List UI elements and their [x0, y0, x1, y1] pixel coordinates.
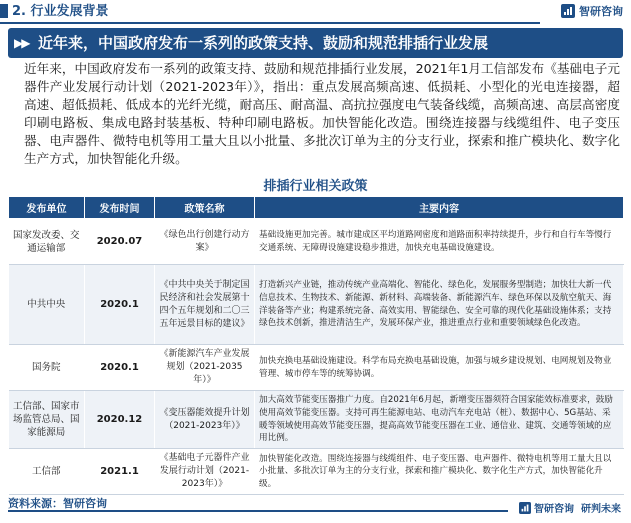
cell-time: 2021.1	[85, 449, 155, 495]
footer-brand-name: 智研咨询	[534, 504, 574, 515]
footer-brand	[519, 500, 621, 515]
brand-name: 智研咨询	[579, 5, 623, 18]
policy-table	[8, 196, 624, 495]
cell-policy-name: 《绿色出行创建行动方案》	[155, 219, 255, 265]
cell-policy-name: 《新能源汽车产业发展规划（2021-2035年）》	[155, 345, 255, 391]
cell-time: 2020.12	[85, 391, 155, 449]
cell-unit: 工信部	[9, 449, 85, 495]
cell-content: 加快智能化改造。围绕连接器与线缆组件、电子变压器、电声器件、微特电机等用工量大且以小批量、多批次订单为主的分支行业，探索和推广模块化、数字化生产方式，加快智能化升级。	[255, 449, 624, 495]
footer-logo-icon	[519, 502, 531, 514]
header-content: 主要内容	[255, 197, 624, 219]
table-row	[9, 345, 624, 391]
cell-policy-name: 《中共中央关于制定国民经济和社会发展第十四个五年规划和二〇三五年远景目标的建议》	[155, 265, 255, 345]
header-time: 发布时间	[85, 197, 155, 219]
table-row	[9, 391, 624, 449]
header-divider	[0, 22, 540, 24]
table-row	[9, 449, 624, 495]
header-policy-name: 政策名称	[155, 197, 255, 219]
brand	[561, 3, 623, 19]
cell-content: 加快充换电基础设施建设。科学布局充换电基础设施，加强与城乡建设规划、电网规划及物业管理、城市停车等的统筹协调。	[255, 345, 624, 391]
brand-logo-icon	[561, 4, 575, 18]
source-note: 资料来源：智研咨询	[8, 497, 107, 510]
cell-unit: 国家发改委、交通运输部	[9, 219, 85, 265]
table-header-row	[9, 197, 624, 219]
table-title: 排插行业相关政策	[263, 179, 368, 194]
cell-time: 2020.1	[85, 345, 155, 391]
cell-content: 打造新兴产业链，推动传统产业高端化、智能化、绿色化，发展服务型制造；加快壮大新一代信息技术、生物技术、新能源、新材料、高端装备、新能源汽车、绿色环保以及航空航天、海洋装备等产业；构建系统完备、高效实用、智能绿色、安全可靠的现代化基础设施体系；支持绿色技术创新，推进清洁生产，发展环保产业，推进重点行业和重要领域绿色化改造。	[255, 265, 624, 345]
cell-content: 基础设施更加完善。城市建成区平均道路网密度和道路面积率持续提升，步行和自行车等慢行交通系统、无障碍设施建设稳步推进，加快充电基础设施建设。	[255, 219, 624, 265]
table-row	[9, 265, 624, 345]
cell-unit: 中共中央	[9, 265, 85, 345]
section-marker	[0, 4, 8, 18]
footer-divider	[8, 510, 508, 512]
cell-policy-name: 《基础电子元器件产业发展行动计划（2021-2023年）》	[155, 449, 255, 495]
footer-slogan: 研判未来	[581, 504, 621, 515]
header-unit: 发布单位	[9, 197, 85, 219]
top-header	[0, 0, 631, 27]
banner	[8, 28, 623, 58]
cell-content: 加大高效节能变压器推广力度。自2021年6月起，新增变压器须符合国家能效标准要求，鼓励使用高效节能变压器。支持可再生能源电站、电动汽车充电站（桩）、数据中心、5G基站、采暖等领域使用高效节能变压器，提高高效节能变压器在工业、通信业、建筑、交通等领域的应用比例。	[255, 391, 624, 449]
table-row	[9, 219, 624, 265]
banner-arrow-icon: ▶▶	[14, 36, 29, 50]
cell-time: 2020.07	[85, 219, 155, 265]
cell-unit: 工信部、国家市场监管总局、国家能源局	[9, 391, 85, 449]
cell-time: 2020.1	[85, 265, 155, 345]
cell-policy-name: 《变压器能效提升计划（2021-2023年）》	[155, 391, 255, 449]
banner-title: 近年来，中国政府发布一系列的政策支持、鼓励和规范排插行业发展	[38, 34, 489, 52]
intro-paragraph: 近年来，中国政府发布一系列的政策支持、鼓励和规范排插行业发展，2021年1月工信部发布《基础电子元器件产业发展行动计划（2021-2023年）》，指出：重点发展高频高速、低损耗、小型化的光电连接器，超高速、超低损耗、低成本的光纤光缆，耐高压、耐高温、高抗拉强度电气装备线缆，高频高速、高层高密度印刷电路板、集成电路封装基板、特种印刷电路板。加快智能化改造。围绕连接器与线缆组件、电子变压器、电声器件、微特电机等用工量大且以小批量、多批次订单为主的分支行业，探索和推广模块化、数字化生产方式，加快智能化升级。	[24, 61, 620, 166]
cell-unit: 国务院	[9, 345, 85, 391]
section-title: 2. 行业发展背景	[12, 4, 109, 19]
